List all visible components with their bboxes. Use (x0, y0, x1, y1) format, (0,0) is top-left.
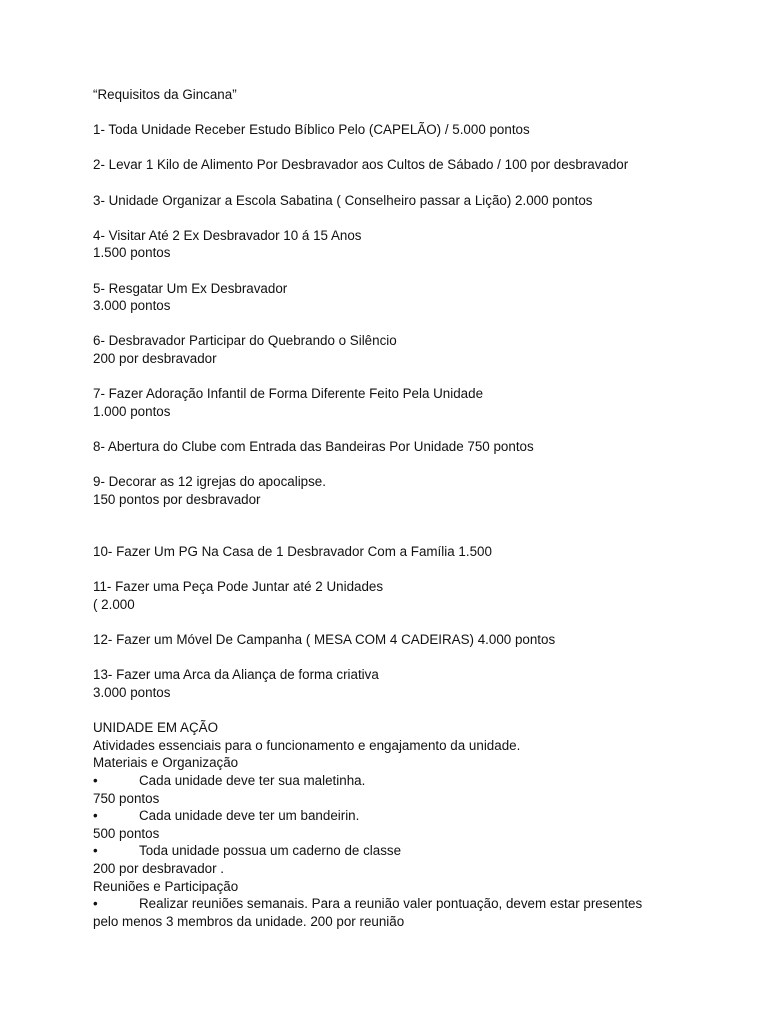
requirement-points: 1.000 pontos (93, 403, 171, 419)
bullet-item (93, 807, 693, 825)
requirement-item-3 (93, 192, 693, 210)
requirement-text: 3- Unidade Organizar a Escola Sabatina ( Conselheiro passar a Lição) 2.000 pontos (93, 192, 593, 208)
requirement-item-4 (93, 227, 693, 262)
requirement-item-1 (93, 121, 693, 139)
requirement-text: 6- Desbravador Participar do Quebrando o Silêncio (93, 333, 397, 349)
requirement-item-11 (93, 578, 693, 613)
requirement-item-7 (93, 385, 693, 420)
requirement-text: 7- Fazer Adoração Infantil de Forma Diferente Feito Pela Unidade (93, 386, 484, 402)
requirement-points: 200 por desbravador (93, 350, 217, 366)
bullet-icon: • (93, 772, 98, 788)
requirement-item-8 (93, 438, 693, 456)
bullet-continuation: pelo menos 3 membros da unidade. 200 por reunião (93, 913, 405, 929)
section-subheading: Reuniões e Participação (93, 878, 239, 894)
bullet-item (93, 842, 693, 860)
requirement-item-2 (93, 156, 693, 174)
requirement-text: 11- Fazer uma Peça Pode Juntar até 2 Unidades (93, 579, 384, 595)
requirement-text: 4- Visitar Até 2 Ex Desbravador 10 á 15 Anos (93, 227, 362, 243)
requirement-item-10 (93, 543, 693, 561)
requirement-text: 1- Toda Unidade Receber Estudo Bíblico Pelo (CAPELÃO) / 5.000 pontos (93, 122, 530, 138)
requirement-item-9 (93, 473, 693, 508)
requirement-points: 3.000 pontos (93, 298, 171, 314)
requirement-text: 5- Resgatar Um Ex Desbravador (93, 280, 288, 296)
section-heading: UNIDADE EM AÇÃO (93, 720, 219, 736)
requirement-text: 10- Fazer Um PG Na Casa de 1 Desbravador Com a Família 1.500 (93, 544, 492, 560)
bullet-points: 200 por desbravador . (93, 860, 225, 876)
bullet-item (93, 895, 693, 913)
requirement-item-6 (93, 332, 693, 367)
requirement-item-5 (93, 280, 693, 315)
requirement-points: 150 pontos por desbravador (93, 491, 261, 507)
requirement-text: 8- Abertura do Clube com Entrada das Bandeiras Por Unidade 750 pontos (93, 438, 534, 454)
bullet-text: Realizar reuniões semanais. Para a reunião valer pontuação, devem estar presentes (139, 896, 643, 912)
bullet-text: Cada unidade deve ter sua maletinha. (139, 772, 366, 788)
bullet-icon: • (93, 843, 98, 859)
bullet-item (93, 772, 693, 790)
requirement-item-12 (93, 631, 693, 649)
bullet-icon: • (93, 896, 98, 912)
document-title: “Requisitos da Gincana” (93, 87, 237, 102)
bullet-points: 750 pontos (93, 790, 160, 806)
section-unidade-em-acao (93, 719, 693, 930)
document-content (93, 86, 693, 930)
bullet-text: Toda unidade possua um caderno de classe (139, 843, 402, 859)
section-description: Atividades essenciais para o funcionamento e engajamento da unidade. (93, 737, 521, 753)
section-subheading: Materiais e Organização (93, 755, 239, 771)
requirement-text: 2- Levar 1 Kilo de Alimento Por Desbravador aos Cultos de Sábado / 100 por desbravador (93, 157, 629, 173)
requirement-text: 9- Decorar as 12 igrejas do apocalipse. (93, 474, 326, 490)
bullet-text: Cada unidade deve ter um bandeirin. (139, 808, 360, 824)
requirement-points: ( 2.000 (93, 597, 135, 613)
requirement-text: 13- Fazer uma Arca da Aliança de forma criativa (93, 667, 379, 683)
requirement-text: 12- Fazer um Móvel De Campanha ( MESA COM 4 CADEIRAS) 4.000 pontos (93, 632, 556, 648)
requirement-item-13 (93, 666, 693, 701)
requirement-points: 1.500 pontos (93, 245, 171, 261)
bullet-icon: • (93, 808, 98, 824)
bullet-points: 500 pontos (93, 825, 160, 841)
requirement-points: 3.000 pontos (93, 685, 171, 700)
